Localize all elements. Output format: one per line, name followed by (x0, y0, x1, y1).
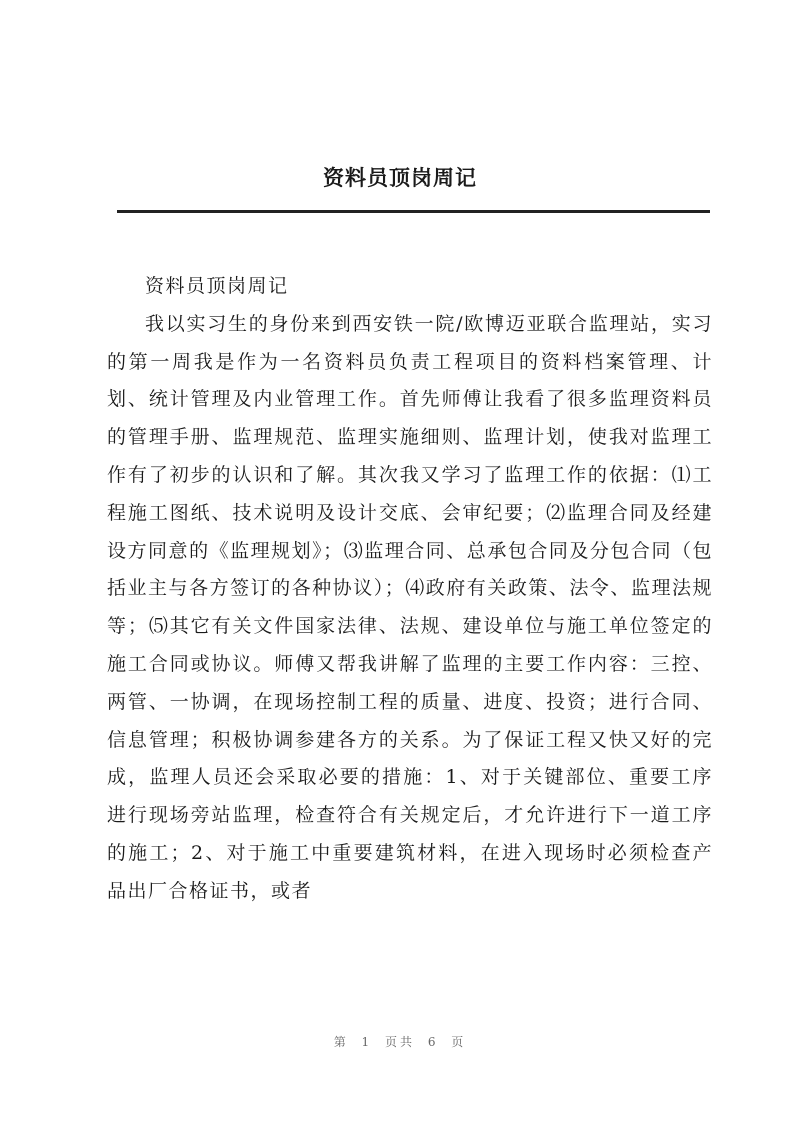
body-subtitle: 资料员顶岗周记 (145, 275, 289, 297)
body-paragraph: 我以实习生的身份来到西安铁一院/欧博迈亚联合监理站，实习的第一周我是作为一名资料员负责工程项目的资料档案管理、计划、统计管理及内业管理工作。首先师傅让我看了很多监理资料员的管理手册、监理规范、监理实施细则、监理计划，使我对监理工作有了初步的认识和了解。其次我又学习了监理工作的依据：⑴工程施工图纸、技术说明及设计交底、会审纪要；⑵监理合同及经建设方同意的《监理规划》；⑶监理合同、总承包合同及分包合同（包括业主与各方签订的各种协议）；⑷政府有关政策、法令、监理法规等；⑸其它有关文件国家法律、法规、建设单位与施工单位签定的施工合同或协议。师傅又帮我讲解了监理的主要工作内容：三控、两管、一协调，在现场控制工程的质量、进度、投资；进行合同、信息管理；积极协调参建各方的关系。为了保证工程又快又好的完成，监理人员还会采取必要的措施：1、对于关键部位、重要工序进行现场旁站监理，检查符合有关规定后，才允许进行下一道工序的施工；2、对于施工中重要建筑材料，在进入现场时必须检查产品出厂合格证书，或者 (107, 312, 713, 902)
document-body (107, 268, 713, 911)
page-footer: 第 1 页共 6 页 (333, 1035, 467, 1049)
title-divider (117, 210, 710, 213)
page-title: 资料员顶岗周记 (323, 165, 477, 190)
